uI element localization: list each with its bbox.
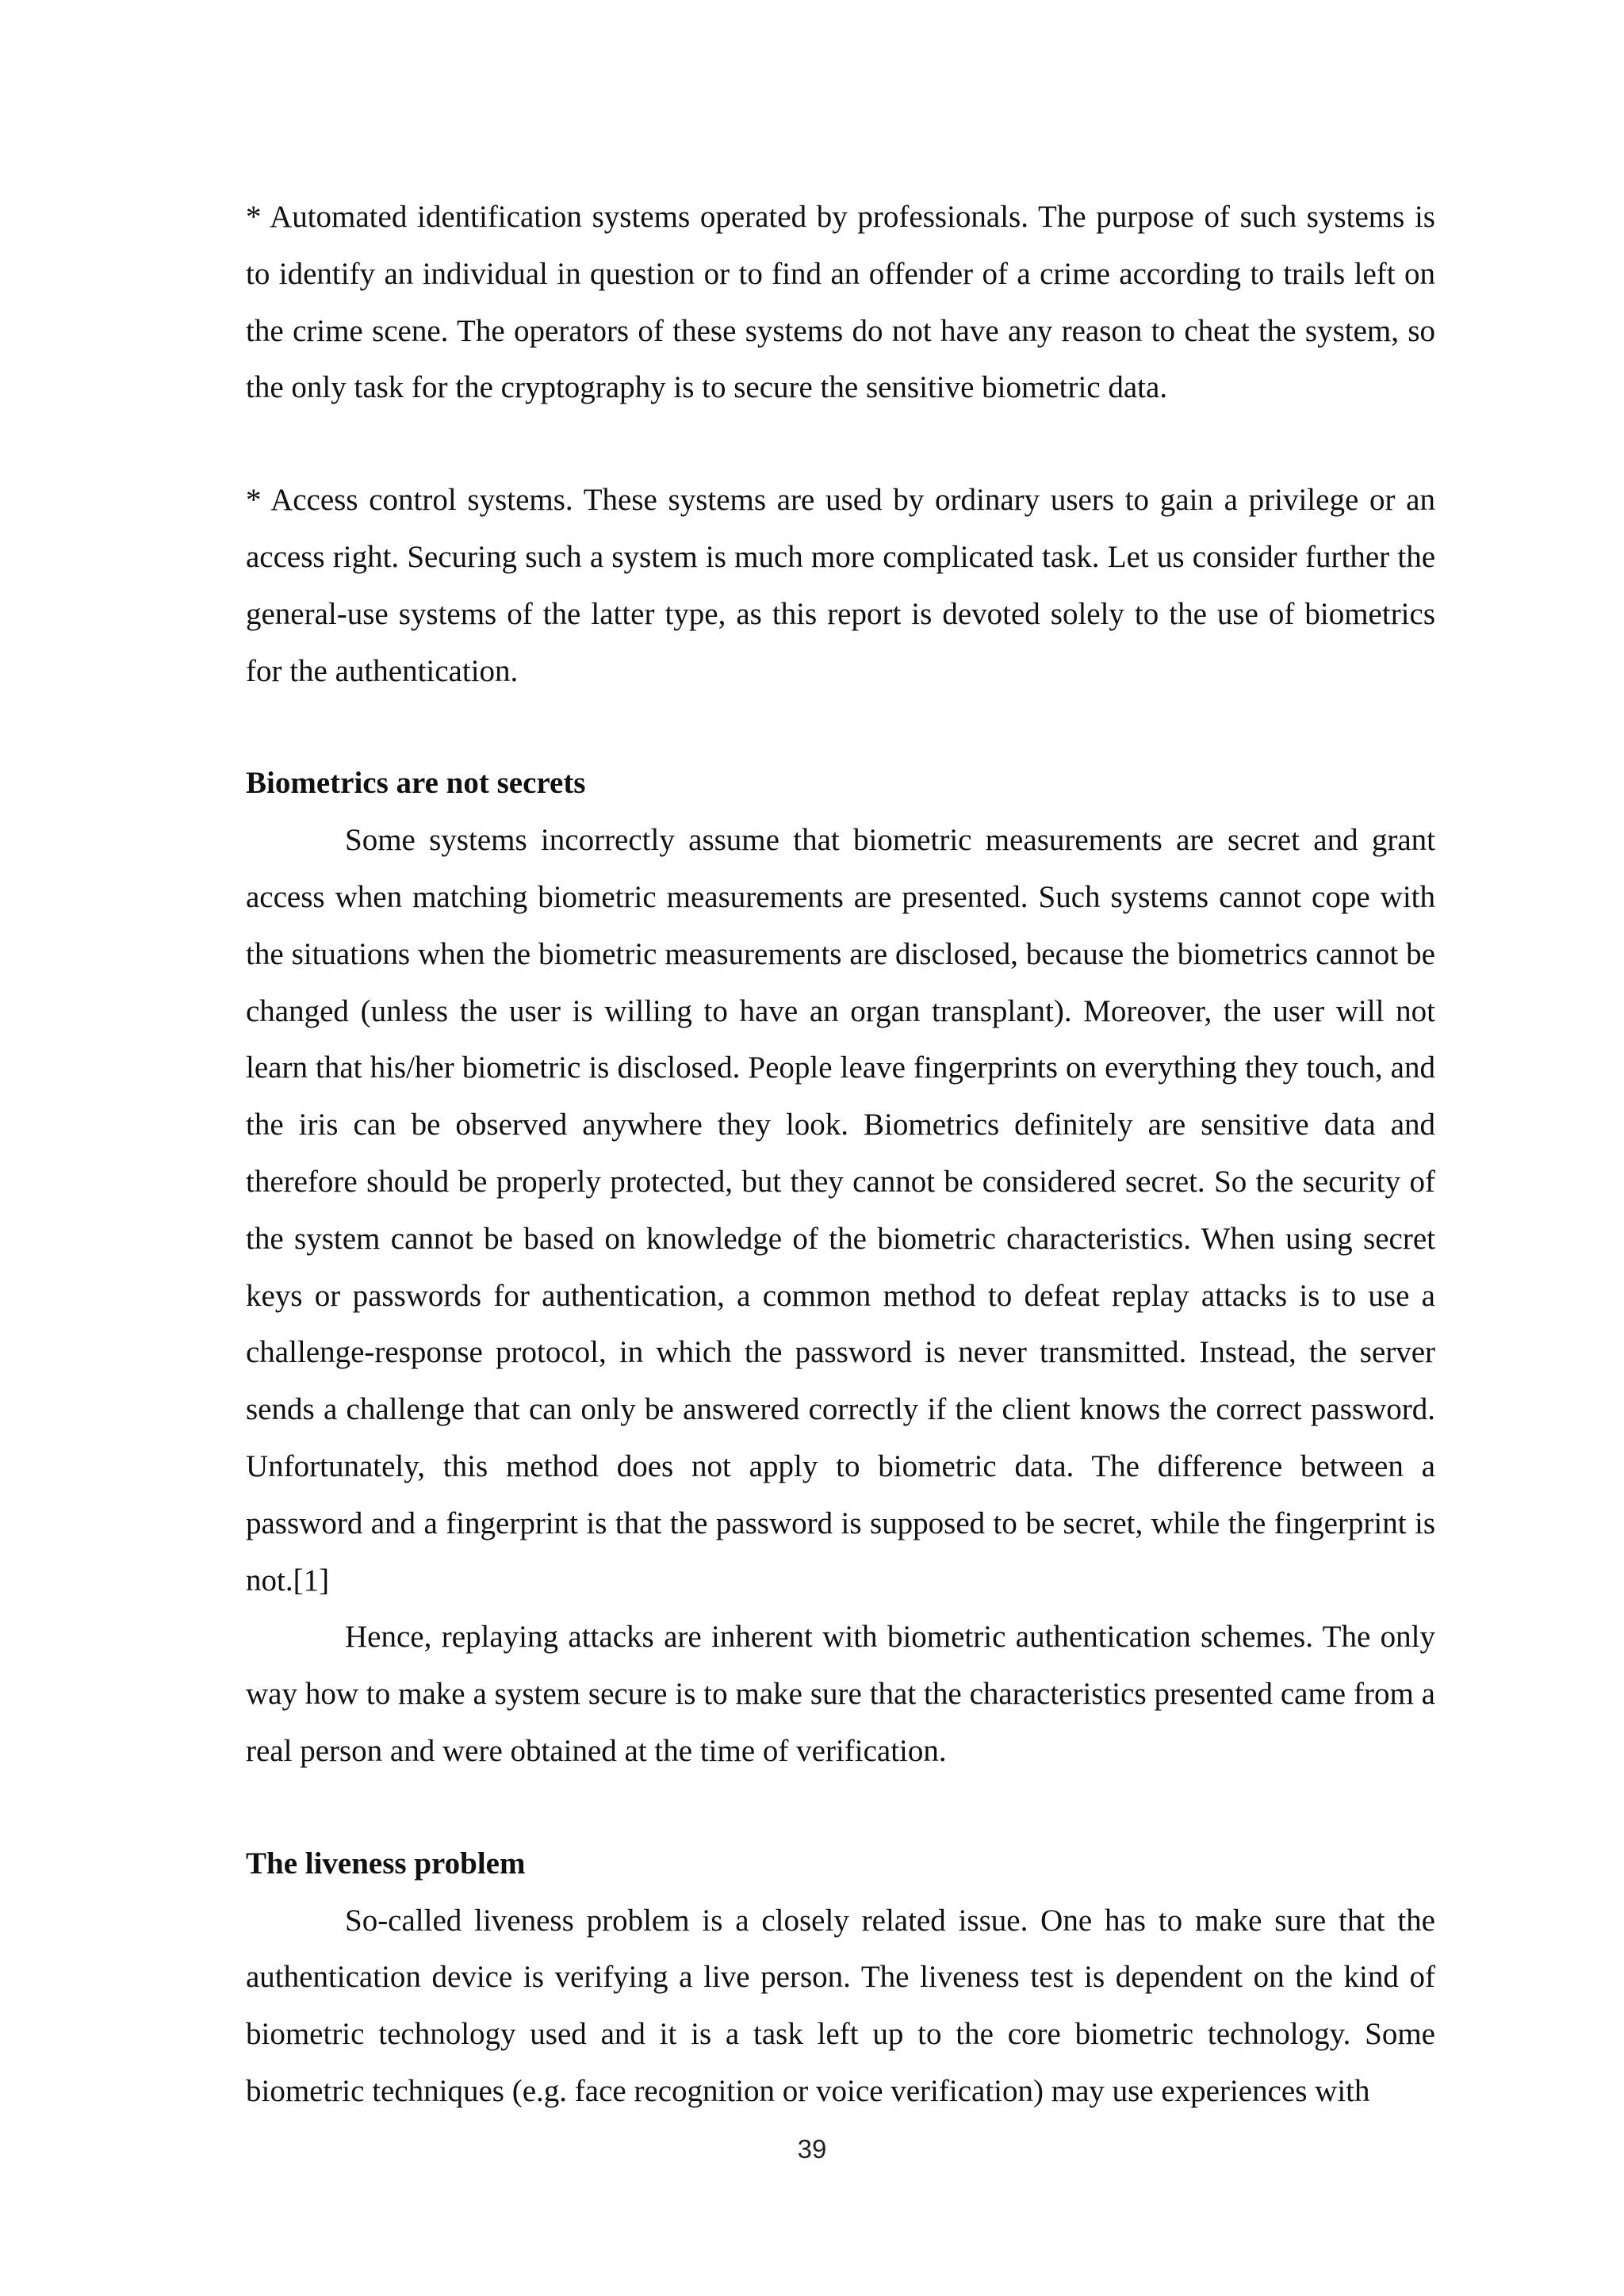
page-body [246, 189, 1435, 2120]
paragraph-spacer [246, 1780, 1435, 1835]
paragraph-replaying-attacks: Hence, replaying attacks are inherent with biometric authentication schemes. The only way how to make a system secure is to make sure that the characteristics presented came from a real person and were obtained at the time of verification. [246, 1620, 1435, 1768]
paragraph-spacer [246, 416, 1435, 472]
heading-biometrics-not-secrets: Biometrics are not secrets [246, 766, 586, 801]
paragraph-spacer [246, 699, 1435, 755]
heading-liveness-problem: The liveness problem [246, 1846, 526, 1881]
page-number: 39 [797, 2134, 827, 2164]
paragraph-access-control: * Access control systems. These systems are used by ordinary users to gain a privilege or an access right. Securing such a system is much more complicated task. Let us consider further the general-use systems of the latter type, as this report is devoted solely to the use of biometrics for the authentication. [246, 483, 1435, 688]
paragraph-automated-identification: * Automated identification systems operated by professionals. The purpose of such systems is to identify an individual in question or to find an offender of a crime according to trails left on the crime scene. The operators of these systems do not have any reason to cheat the system, so the only task for the cryptography is to secure the sensitive biometric data. [246, 200, 1435, 405]
paragraph-liveness-problem: So-called liveness problem is a closely related issue. One has to make sure that the authentication device is verifying a live person. The liveness test is dependent on the kind of biometric technology used and it is a task left up to the core biometric technology. Some biometric techniques (e.g. face recognition or voice verification) may use experiences with [246, 1903, 1435, 2108]
paragraph-biometrics-not-secrets: Some systems incorrectly assume that biometric measurements are secret and grant access when matching biometric measurements are presented. Such systems cannot cope with the situations when the biometric measurements are disclosed, because the biometrics cannot be changed (unless the user is willing to have an organ transplant). Moreover, the user will not learn that his/her biometric is disclosed. People leave fingerprints on everything they touch, and the iris can be observed anywhere they look. Biometrics definitely are sensitive data and therefore should be properly protected, but they cannot be considered secret. So the security of the system cannot be based on knowledge of the biometric characteristics. When using secret keys or passwords for authentication, a common method to defeat replay attacks is to use a challenge-response protocol, in which the password is never transmitted. Instead, the server sends a challenge that can only be answered correctly if the client knows the correct password. Unfortunately, this method does not apply to biometric data. The difference between a password and a fingerprint is that the password is supposed to be secret, while the fingerprint is not.[1] [246, 823, 1435, 1598]
